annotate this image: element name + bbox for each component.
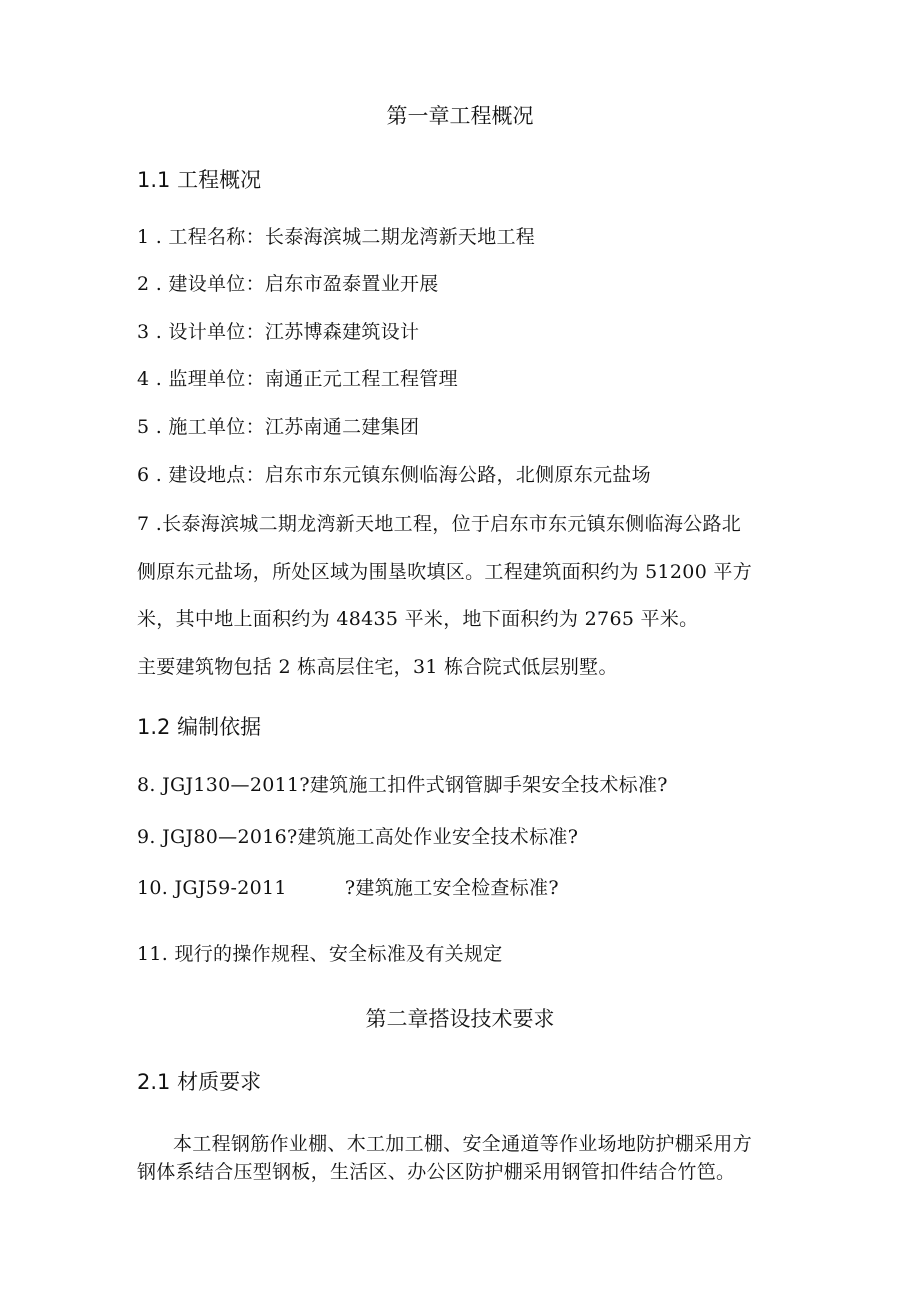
chapter-2-title: 第二章搭设技术要求 [365, 1007, 555, 1031]
overview-paragraph-line: 7 .长泰海滨城二期龙湾新天地工程，位于启东市东元镇东侧临海公路北 [137, 513, 742, 535]
basis-item-10-code: 10. JGJ59-2011 [137, 877, 287, 899]
section-2-1-heading: 2.1 材质要求 [137, 1070, 262, 1094]
overview-item-contractor: 5 . 施工单位：江苏南通二建集团 [137, 416, 420, 438]
overview-item-supervisor: 4 . 监理单位：南通正元工程工程管理 [137, 368, 458, 390]
basis-item: 11. 现行的操作规程、安全标准及有关规定 [137, 943, 503, 965]
overview-item-builder: 2 . 建设单位：启东市盈泰置业开展 [137, 273, 439, 295]
overview-paragraph-line: 侧原东元盐场，所处区域为围垦吹填区。工程建筑面积约为 51200 平方 [137, 561, 753, 583]
section-1-1-heading: 1.1 工程概况 [137, 168, 262, 192]
basis-item-10 [137, 876, 559, 900]
basis-item: 8. JGJ130—2011?建筑施工扣件式钢管脚手架安全技术标准? [137, 774, 668, 796]
chapter-1-title: 第一章工程概况 [386, 104, 534, 128]
material-paragraph-line: 本工程钢筋作业棚、木工加工棚、安全通道等作业场地防护棚采用方 [173, 1133, 753, 1155]
overview-paragraph-line: 米，其中地上面积约为 48435 平米，地下面积约为 2765 平米。 [137, 608, 699, 630]
material-paragraph-line: 钢体系结合压型钢板，生活区、办公区防护棚采用钢管扣件结合竹笆。 [137, 1161, 736, 1183]
overview-item-designer: 3 . 设计单位：江苏博森建筑设计 [137, 321, 420, 343]
overview-paragraph-line: 主要建筑物包括 2 栋高层住宅，31 栋合院式低层别墅。 [137, 656, 618, 678]
overview-item-name: 1 . 工程名称：长泰海滨城二期龙湾新天地工程 [137, 226, 536, 248]
basis-item: 9. JGJ80—2016?建筑施工高处作业安全技术标准? [137, 826, 579, 848]
basis-item-10-title: ?建筑施工安全检查标准? [344, 877, 559, 899]
overview-item-location: 6 . 建设地点：启东市东元镇东侧临海公路，北侧原东元盐场 [137, 464, 651, 486]
section-1-2-heading: 1.2 编制依据 [137, 715, 262, 739]
